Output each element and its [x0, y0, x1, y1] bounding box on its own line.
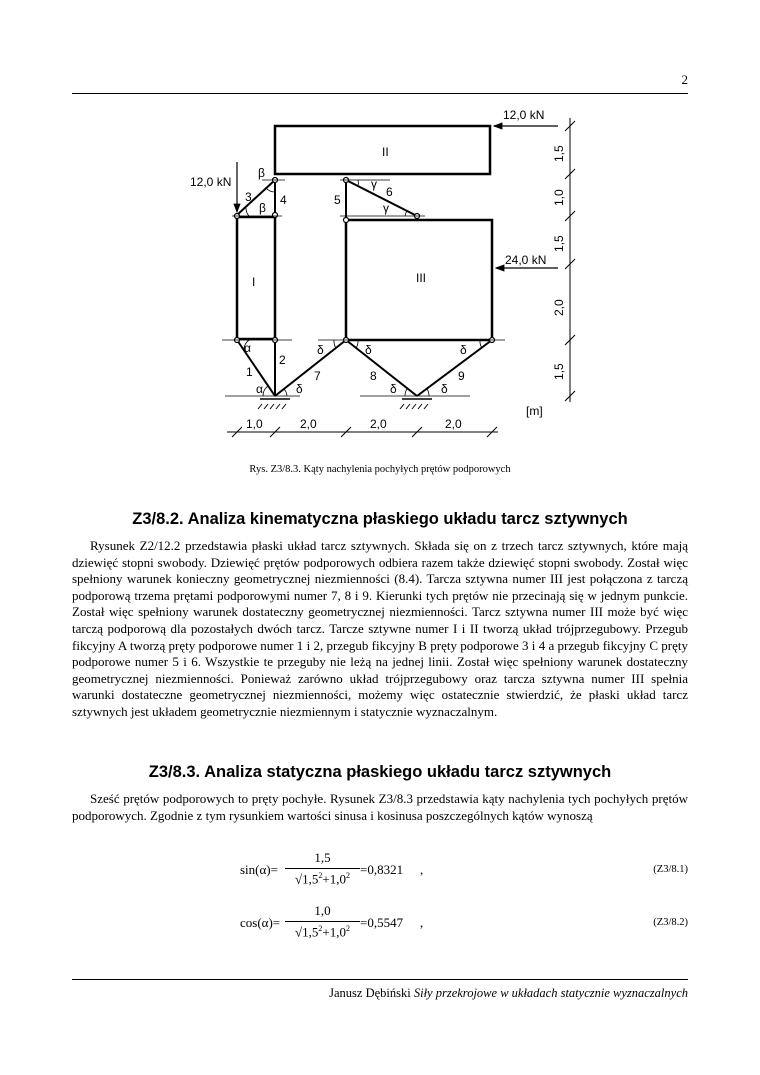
hdim-4: 2,0 [445, 417, 462, 431]
angle-gamma-1: γ [371, 177, 377, 191]
bar-2: 2 [279, 353, 286, 367]
equation-cos: cos(α)= 1,0 $√1,5^2+1,0^2$ =0,5547 , (Z3/8.2) [240, 903, 688, 940]
ground-supports [258, 399, 432, 409]
angle-delta-5: δ [390, 382, 397, 396]
angle-delta-3: δ [460, 343, 467, 357]
hdim-1: 1,0 [246, 417, 263, 431]
hdim-2: 2,0 [300, 417, 317, 431]
bar-8: 8 [370, 369, 377, 383]
dimension-lines [227, 118, 575, 437]
page-number: 2 [681, 72, 688, 87]
angle-delta-4: δ [296, 382, 303, 396]
equation-tag: (Z3/8.2) [653, 917, 688, 928]
bar-1: 1 [246, 365, 253, 379]
angle-alpha-1: α [244, 341, 251, 355]
equation-sin: sin(α)= 1,5 $√1,5^2+1,0^2$ =0,8321 , (Z3/8.1) [240, 850, 688, 887]
structure-diagram [0, 0, 760, 460]
section-8-3-text: Sześć prętów podporowych to pręty pochyłe. Rysunek Z3/8.3 przedstawia kąty nachylenia tych pochyłych prętów podporowych. Zgodnie z tym rysunkiem wartości sinusa i kosinusa poszczególnych kątów wynoszą [72, 791, 688, 823]
load-right: 24,0 kN [505, 253, 547, 267]
bar-9: 9 [458, 369, 465, 383]
footer-rule [72, 979, 688, 980]
vdim-1: 1,5 [552, 145, 566, 162]
load-left: 12,0 kN [190, 175, 232, 189]
angle-alpha-2: α [256, 382, 263, 396]
hinges [235, 178, 495, 343]
vdim-2: 1,0 [552, 189, 566, 206]
angle-beta-2: β [259, 201, 266, 215]
section-heading-8-3: Z3/8.3. Analiza statyczna płaskiego układu tarcz sztywnych [148, 763, 612, 781]
angle-gamma-2: γ [383, 201, 389, 215]
footer-title: Siły przekrojowe w układach statycznie wyznaczalnych [413, 986, 688, 1000]
bar-7: 7 [314, 369, 321, 383]
angle-delta-2: δ [365, 343, 372, 357]
page-footer [329, 986, 688, 1001]
bar-5: 5 [334, 193, 341, 207]
label-disc-I: I [252, 275, 256, 289]
bar-4: 4 [280, 193, 287, 207]
label-disc-III: III [416, 271, 427, 285]
section-heading-8-2: Z3/8.2. Analiza kinematyczna płaskiego układu tarcz sztywnych [132, 510, 628, 528]
angle-beta-1: β [258, 166, 265, 180]
unit-label: [m] [526, 404, 543, 418]
label-disc-II: II [382, 145, 389, 159]
disc-I [237, 217, 275, 339]
section-8-2-text: Rysunek Z2/12.2 przedstawia płaski układ tarcz sztywnych. Składa się on z trzech tarcz sztywnych, które mają dziewięć stopni swobody. Dziewięć prętów podporowych odbiera razem także dziewięć stopni swobody. Został więc spełniony warunek konieczny geometrycznej niezmienności (8.4). Tarcza sztywna numer III jest połączona z tarczą podporową trzema prętami podporowymi numer 7, 8 i 9. Kierunki tych prętów nie przecinają się w jednym punkcie. Został więc spełniony warunek dostateczny geometrycznej niezmienności. Tarcz sztywna numer III może być więc tarczą podporową dla pozostałych dwóch tarcz. Tarcze sztywne numer I i II tworzą układ trójprzegubowy. Przegub fikcyjny A tworzą pręty podporowe numer 1 i 2, przegub fikcyjny B pręty podporowe 3 i 4 a przegub fikcyjny C pręty podporowe numer 5 i 6. Wszystkie te przeguby nie leżą na jednej linii. Został więc spełniony warunek dostateczny geometrycznej niezmienności. Ponieważ zarówno układ trójprzegubowy oraz tarcza sztywna numer III spełnia warunki dostateczne geometrycznej niezmienności, możemy więc ostatecznie stwierdzić, że płaski układ tarcz sztywnych jest układem geometrycznie niezmiennym i statycznie wyznaczalnym. [72, 538, 688, 719]
hdim-3: 2,0 [370, 417, 387, 431]
equation-tag: (Z3/8.1) [653, 864, 688, 875]
bar-6: 6 [386, 185, 393, 199]
vdim-3: 1,5 [552, 235, 566, 252]
vdim-4: 2,0 [552, 299, 566, 316]
bar-3: 3 [245, 190, 252, 204]
load-top: 12,0 kN [503, 108, 545, 122]
figure-caption: Rys. Z3/8.3. Kąty nachylenia pochyłych prętów podporowych [249, 464, 511, 475]
angle-delta-1: δ [317, 343, 324, 357]
angle-delta-6: δ [441, 382, 448, 396]
footer-author: Janusz Dębiński [329, 986, 411, 1000]
vdim-5: 1,5 [552, 363, 566, 380]
